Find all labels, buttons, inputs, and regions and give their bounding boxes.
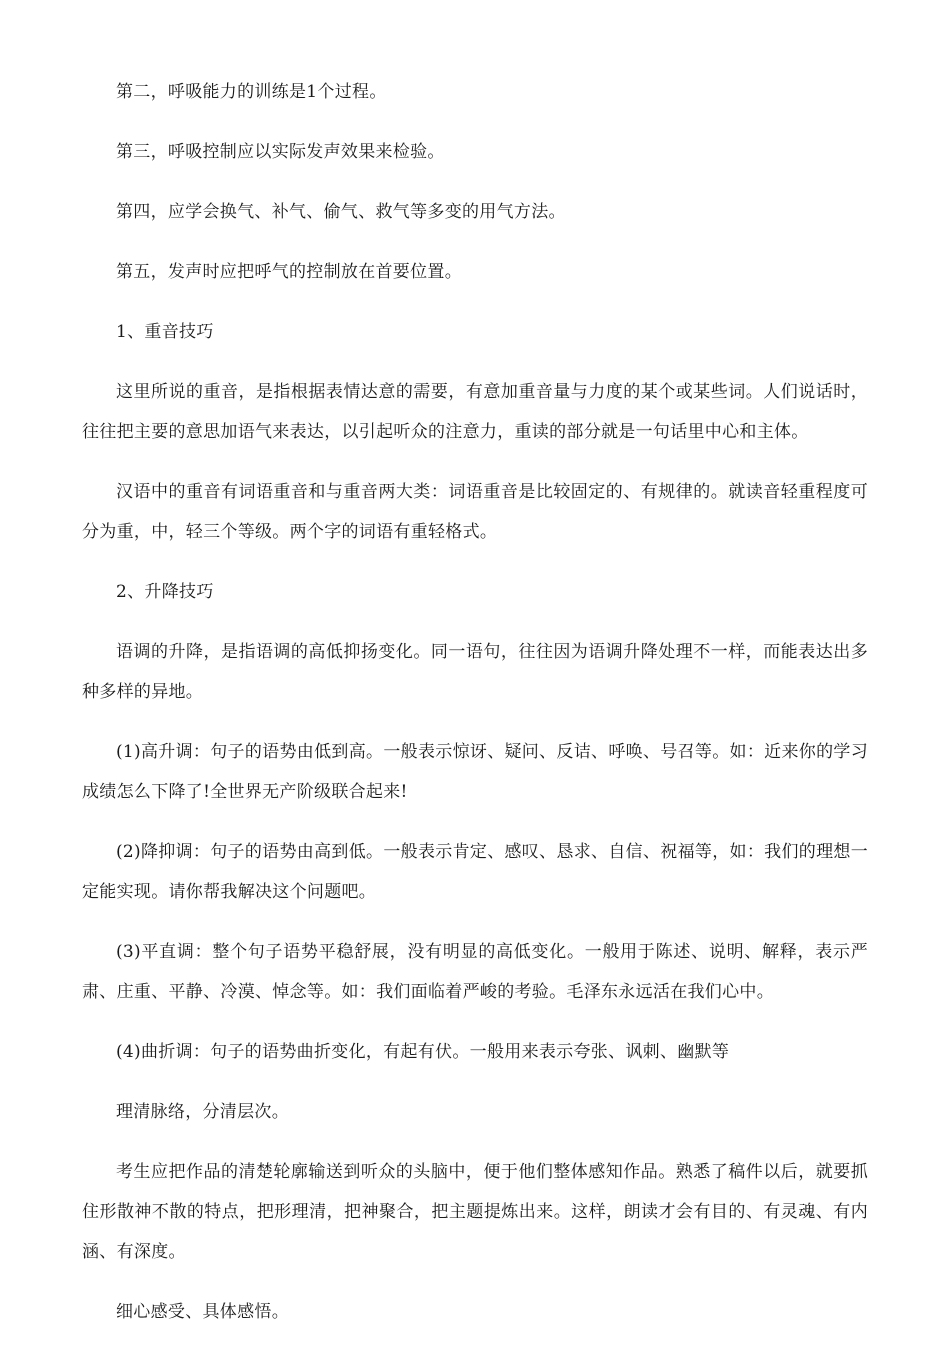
paragraph-breathing-2: 第二，呼吸能力的训练是1个过程。	[116, 82, 387, 102]
section-heading-stress: 1、重音技巧	[116, 322, 214, 342]
document-body	[82, 72, 868, 1352]
paragraph-structure: 理清脉络，分清层次。	[116, 1102, 289, 1122]
paragraph-stress-definition: 这里所说的重音，是指根据表情达意的需要，有意加重音量与力度的某个或某些词。人们说话时，往往把主要的意思加语气来表达，以引起听众的注意力，重读的部分就是一句话里中心和主体。	[82, 382, 868, 442]
paragraph-curved-tone: (4)曲折调：句子的语势曲折变化，有起有伏。一般用来表示夸张、讽刺、幽默等	[116, 1042, 730, 1062]
paragraph-breathing-4: 第四，应学会换气、补气、偷气、救气等多变的用气方法。	[116, 202, 566, 222]
paragraph-level-tone: (3)平直调：整个句子语势平稳舒展，没有明显的高低变化。一般用于陈述、说明、解释，表示严肃、庄重、平静、冷漠、悼念等。如：我们面临着严峻的考验。毛泽东永远活在我们心中。	[82, 942, 868, 1002]
paragraph-stress-types: 汉语中的重音有词语重音和与重音两大类：词语重音是比较固定的、有规律的。就读音轻重程度可分为重，中，轻三个等级。两个字的词语有重轻格式。	[82, 482, 868, 542]
paragraph-breathing-3: 第三，呼吸控制应以实际发声效果来检验。	[116, 142, 445, 162]
paragraph-rising-tone: (1)高升调：句子的语势由低到高。一般表示惊讶、疑问、反诘、呼唤、号召等。如：近来你的学习成绩怎么下降了!全世界无产阶级联合起来!	[82, 742, 868, 802]
paragraph-breathing-5: 第五，发声时应把呼气的控制放在首要位置。	[116, 262, 462, 282]
paragraph-feeling: 细心感受、具体感悟。	[116, 1302, 289, 1322]
paragraph-falling-tone: (2)降抑调：句子的语势由高到低。一般表示肯定、感叹、恳求、自信、祝福等，如：我们的理想一定能实现。请你帮我解决这个问题吧。	[82, 842, 868, 902]
paragraph-outline: 考生应把作品的清楚轮廓输送到听众的头脑中，便于他们整体感知作品。熟悉了稿件以后，就要抓住形散神不散的特点，把形理清，把神聚合，把主题提炼出来。这样，朗读才会有目的、有灵魂、有内涵、有深度。	[82, 1162, 868, 1262]
paragraph-intonation-definition: 语调的升降，是指语调的高低抑扬变化。同一语句，往往因为语调升降处理不一样，而能表达出多种多样的异地。	[82, 642, 868, 702]
section-heading-intonation: 2、升降技巧	[116, 582, 214, 602]
